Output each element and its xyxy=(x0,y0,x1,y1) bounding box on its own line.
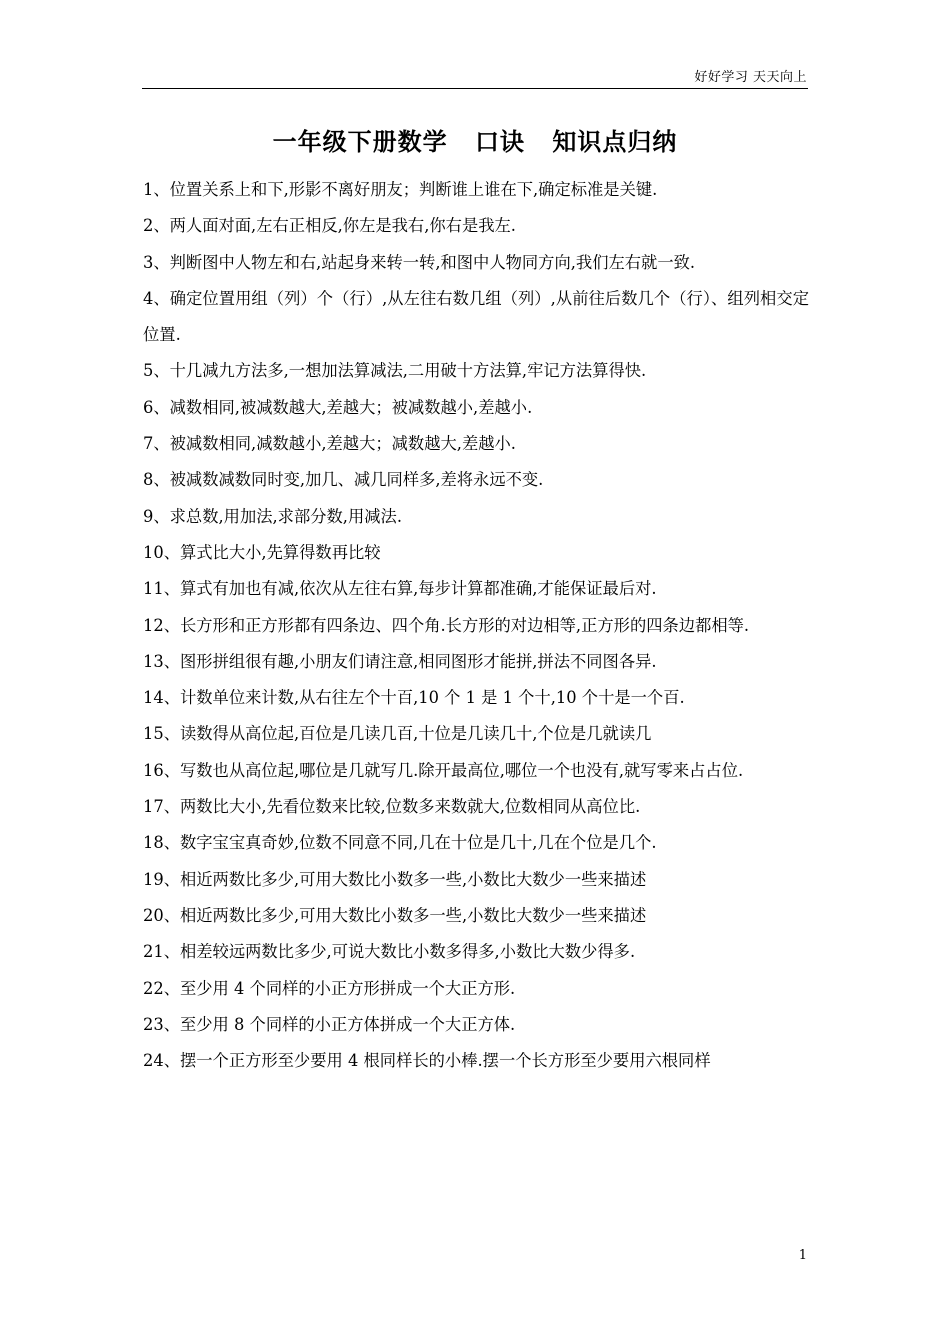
list-item: 22、至少用 4 个同样的小正方形拼成一个大正方形. xyxy=(143,978,516,998)
page-header-motto: 好好学习 天天向上 xyxy=(694,70,807,85)
list-item: 15、读数得从高位起,百位是几读几百,十位是几读几十,个位是几就读几 xyxy=(143,724,652,744)
list-item: 1、位置关系上和下,形影不离好朋友；判断谁上谁在下,确定标准是关键. xyxy=(143,180,658,199)
list-item: 16、写数也从高位起,哪位是几就写几.除开最高位,哪位一个也没有,就写零来占占位. xyxy=(143,760,744,780)
page-number: 1 xyxy=(798,1248,807,1263)
list-item: 5、十几减九方法多,一想加法算减法,二用破十方法算,牢记方法算得快. xyxy=(143,361,647,381)
list-item: 10、算式比大小,先算得数再比较 xyxy=(143,542,381,562)
list-item: 6、减数相同,被减数越大,差越大；被减数越小,差越小. xyxy=(143,397,533,417)
list-item: 13、图形拼组很有趣,小朋友们请注意,相同图形才能拼,拼法不同图各异. xyxy=(143,651,657,671)
header-divider xyxy=(142,88,808,89)
list-item: 8、被减数减数同时变,加几、减几同样多,差将永远不变. xyxy=(143,470,544,490)
list-item: 19、相近两数比多少,可用大数比小数多一些,小数比大数少一些来描述 xyxy=(143,869,647,889)
list-item: 12、长方形和正方形都有四条边、四个角.长方形的对边相等,正方形的四条边都相等. xyxy=(143,615,750,635)
list-item: 24、摆一个正方形至少要用 4 根同样长的小棒.摆一个长方形至少要用六根同样 xyxy=(143,1051,711,1071)
list-item: 18、数字宝宝真奇妙,位数不同意不同,几在十位是几十,几在个位是几个. xyxy=(143,833,657,853)
list-item: 7、被减数相同,减数越小,差越大；减数越大,差越小. xyxy=(143,434,516,454)
knowledge-list xyxy=(143,172,809,1079)
list-item: 11、算式有加也有减,依次从左往右算,每步计算都准确,才能保证最后对. xyxy=(143,579,657,599)
list-item: 2、两人面对面,左右正相反,你左是我右,你右是我左. xyxy=(143,216,516,236)
list-item: 9、求总数,用加法,求部分数,用减法. xyxy=(143,506,402,526)
list-item: 20、相近两数比多少,可用大数比小数多一些,小数比大数少一些来描述 xyxy=(143,905,647,925)
list-item: 4、确定位置用组（列）个（行）,从左往右数几组（列）,从前往后数几个（行）、组列相交定位置. xyxy=(143,288,809,345)
document-title: 一年级下册数学 口诀 知识点归纳 xyxy=(272,127,678,156)
list-item: 14、计数单位来计数,从右往左个十百,10 个 1 是 1 个十,10 个十是一个百. xyxy=(143,688,685,708)
list-item: 17、两数比大小,先看位数来比较,位数多来数就大,位数相同从高位比. xyxy=(143,797,641,817)
list-item: 23、至少用 8 个同样的小正方体拼成一个大正方体. xyxy=(143,1014,516,1034)
list-item: 21、相差较远两数比多少,可说大数比小数多得多,小数比大数少得多. xyxy=(143,942,636,962)
list-item: 3、判断图中人物左和右,站起身来转一转,和图中人物同方向,我们左右就一致. xyxy=(143,252,696,272)
